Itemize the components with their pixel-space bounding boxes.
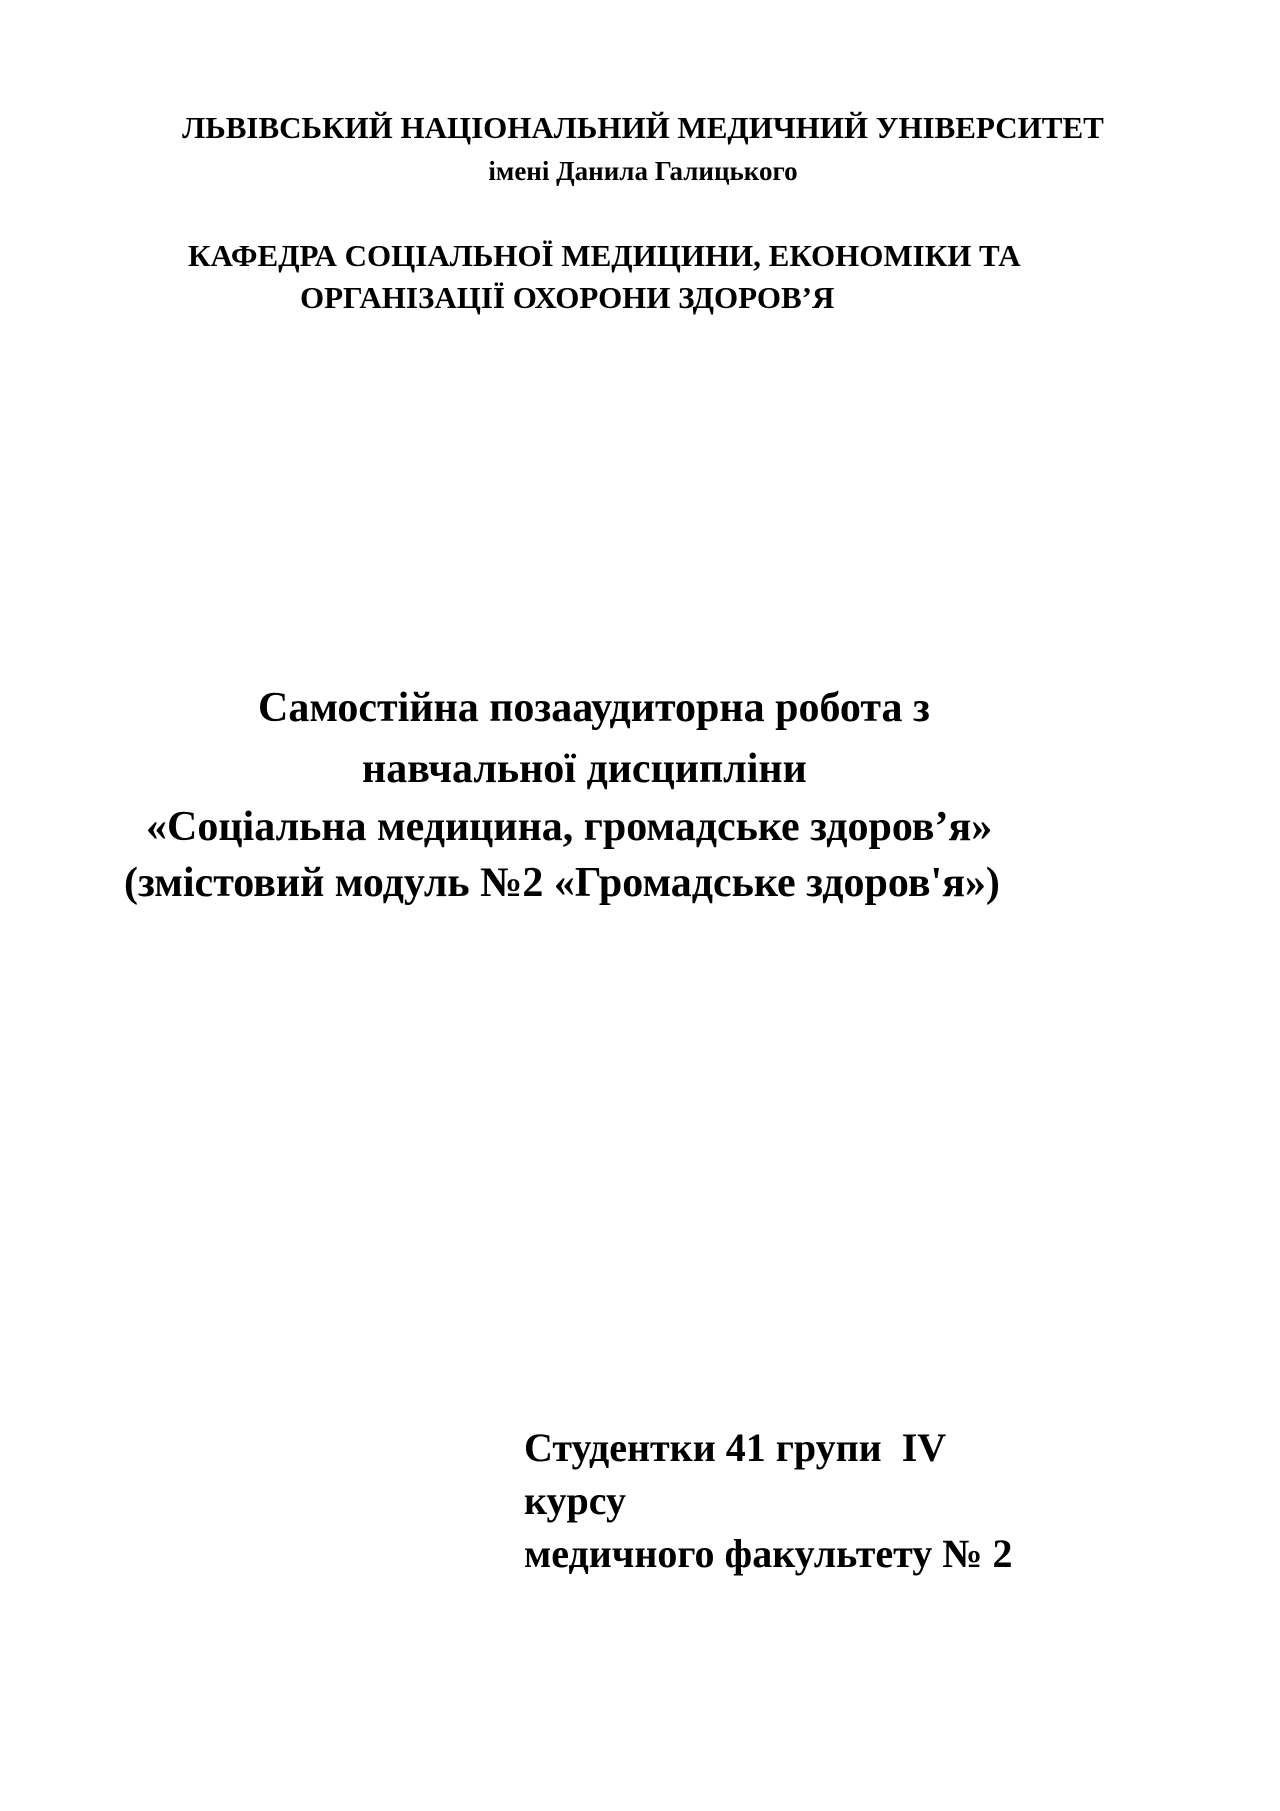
- work-title-line-2: навчальної дисципліни: [362, 746, 807, 792]
- department-line-2: ОРГАНІЗАЦІЇ ОХОРОНИ ЗДОРОВ’Я: [300, 280, 835, 315]
- university-name: ЛЬВІВСЬКИЙ НАЦІОНАЛЬНИЙ МЕДИЧНИЙ УНІВЕРСИТЕТ: [182, 110, 1104, 145]
- work-title-line-4: (змістовий модуль №2 «Громадське здоров'я»): [124, 860, 1000, 906]
- university-subtitle: імені Данила Галицького: [488, 156, 798, 186]
- department-line-1: КАФЕДРА СОЦІАЛЬНОЇ МЕДИЦИНИ, ЕКОНОМІКИ ТА: [188, 238, 1021, 273]
- work-title-line-3: «Соціальна медицина, громадське здоров’я»: [146, 804, 993, 850]
- student-info-line-2: курсу: [524, 1478, 626, 1523]
- student-info-line-1: Студентки 41 групи IV: [524, 1425, 947, 1470]
- student-info-line-3: медичного факультету № 2: [524, 1531, 1013, 1576]
- work-title-line-1: Самостійна позааудиторна робота з: [258, 685, 930, 731]
